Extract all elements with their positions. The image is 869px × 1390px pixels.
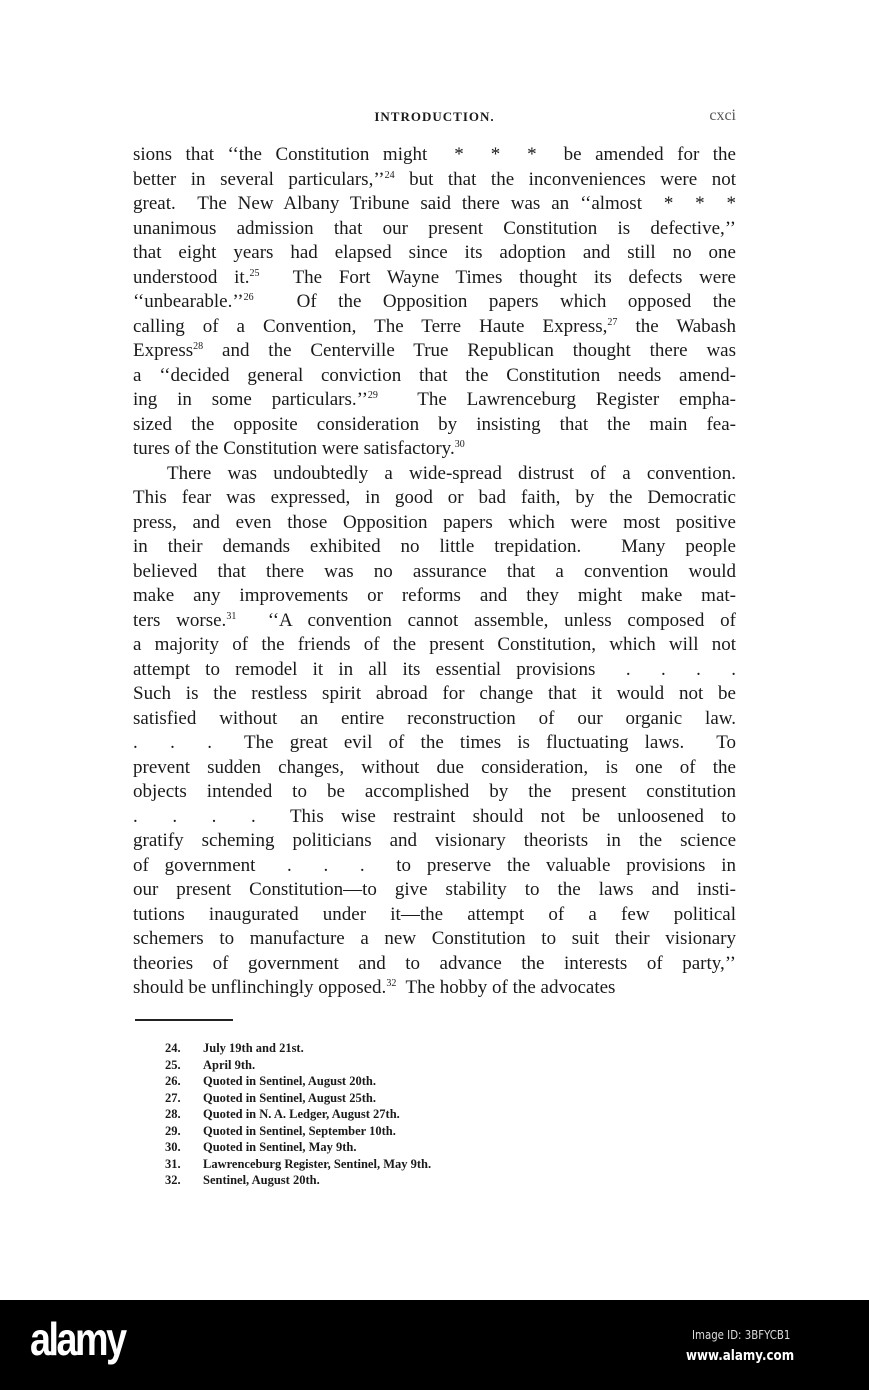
text-line: believed that there was no assurance that a convention would bbox=[133, 560, 736, 582]
running-title: INTRODUCTION. bbox=[374, 109, 495, 124]
text-line: better in several particulars,’’$^{24}$ but that the inconveniences were not bbox=[133, 168, 736, 190]
text-line: ing in some particulars.’’$^{29}$ The Lawrenceburg Register empha- bbox=[133, 389, 736, 410]
text-line: ‘‘unbearable.’’$^{26}$ Of the Opposition papers which opposed the bbox=[133, 291, 736, 312]
footnote-text: Lawrenceburg Register, Sentinel, May 9th. bbox=[203, 1156, 432, 1171]
text-line: make any improvements or reforms and they might make mat- bbox=[133, 585, 736, 606]
footnote-ref: 30 bbox=[454, 439, 465, 450]
footnote-number: 30. bbox=[165, 1140, 181, 1154]
footnote-ref: 26 bbox=[243, 292, 254, 303]
footnote-rule bbox=[135, 1019, 233, 1021]
text-line: tutions inaugurated under it—the attempt of a few political bbox=[133, 903, 736, 925]
text-line: Such is the restless spirit abroad for change that it would not be bbox=[133, 683, 736, 704]
footnote bbox=[165, 1073, 431, 1090]
text-line: satisfied without an entire reconstruction of our organic law. bbox=[133, 707, 736, 729]
text-line: that eight years had elapsed since its adoption and still no one bbox=[133, 242, 736, 263]
text-line: our present Constitution—to give stability to the laws and insti- bbox=[133, 879, 736, 900]
footnote bbox=[165, 1090, 431, 1107]
text-line: . . . The great evil of the times is fluctuating laws. To bbox=[133, 732, 736, 753]
footnote-text: Quoted in Sentinel, September 10th. bbox=[203, 1123, 396, 1138]
footnote-text: Quoted in Sentinel, August 25th. bbox=[203, 1090, 376, 1105]
footnote-ref: 32 bbox=[386, 978, 397, 989]
text-line: sized the opposite consideration by insisting that the main fea- bbox=[133, 413, 736, 435]
footnote-ref: 27 bbox=[607, 316, 618, 328]
page-number: cxci bbox=[709, 107, 736, 124]
text-line: of government . . . to preserve the valuable provisions in bbox=[133, 854, 736, 876]
watermark-bar bbox=[0, 1300, 869, 1390]
text-line: calling of a Convention, The Terre Haute Express,$^{27}$ the Wabash bbox=[133, 315, 736, 337]
footnote-text: Quoted in N. A. Ledger, August 27th. bbox=[203, 1107, 400, 1121]
footnote-text: Sentinel, August 20th. bbox=[203, 1173, 320, 1187]
footnote bbox=[165, 1106, 431, 1123]
text-line: . . . . This wise restraint should not be unloosened to bbox=[133, 805, 736, 827]
text-line: There was undoubtedly a wide-spread distrust of a convention. bbox=[167, 462, 736, 484]
footnote-ref: 29 bbox=[367, 390, 378, 401]
text-line: schemers to manufacture a new Constitution to suit their visionary bbox=[133, 928, 736, 949]
footnote bbox=[165, 1040, 431, 1057]
text-line: This fear was expressed, in good or bad faith, by the Democratic bbox=[133, 487, 736, 508]
text-line: Express$^{28}$ and the Centerville True Republican thought there was bbox=[133, 340, 736, 361]
footnote-number: 26. bbox=[165, 1074, 181, 1088]
text-line: attempt to remodel it in all its essential provisions . . . . bbox=[133, 658, 736, 680]
text-line: gratify scheming politicians and visionary theorists in the science bbox=[133, 830, 736, 851]
footnote bbox=[165, 1156, 431, 1173]
text-line: ters worse.$^{31}$ ‘‘A convention cannot assemble, unless composed of bbox=[133, 609, 737, 631]
alamy-logo: alamy bbox=[30, 1313, 125, 1365]
footnote-ref: 24 bbox=[384, 169, 395, 181]
text-line: a majority of the friends of the present Constitution, which will not bbox=[133, 634, 736, 655]
text-line: should be unflinchingly opposed.$^{32}$ The hobby of the advocates bbox=[133, 977, 616, 998]
text-line: objects intended to be accomplished by the present constitution bbox=[133, 781, 736, 802]
footnote-number: 25. bbox=[165, 1057, 181, 1072]
footnote bbox=[165, 1057, 431, 1074]
footnote bbox=[165, 1123, 431, 1140]
text-line: unanimous admission that our present Constitution is defective,’’ bbox=[133, 217, 736, 239]
text-line: prevent sudden changes, without due consideration, is one of the bbox=[133, 756, 736, 778]
body-text bbox=[133, 143, 736, 1001]
footnote bbox=[165, 1139, 431, 1156]
footnote-text: Quoted in Sentinel, August 20th. bbox=[203, 1074, 376, 1088]
footnote-number: 29. bbox=[165, 1123, 181, 1138]
footnote-number: 27. bbox=[165, 1090, 181, 1105]
footnote-ref: 28 bbox=[193, 341, 204, 352]
footnotes bbox=[165, 1040, 431, 1189]
footnote bbox=[165, 1172, 431, 1189]
text-line: in their demands exhibited no little trepidation. Many people bbox=[133, 536, 736, 557]
text-line: theories of government and to advance the interests of party,’’ bbox=[133, 952, 736, 974]
text-line: great. The New Albany Tribune said there was an ‘‘almost * * * bbox=[133, 193, 736, 214]
footnote-number: 31. bbox=[165, 1156, 181, 1171]
text-line: press, and even those Opposition papers which were most positive bbox=[133, 511, 736, 533]
footnote-number: 28. bbox=[165, 1107, 181, 1121]
footnote-text: Quoted in Sentinel, May 9th. bbox=[203, 1140, 357, 1154]
text-line: sions that ‘‘the Constitution might * * * be amended for the bbox=[133, 144, 736, 165]
text-line: tures of the Constitution were satisfactory.$^{30}$ bbox=[133, 438, 465, 459]
footnote-number: 32. bbox=[165, 1173, 181, 1187]
footnote-text: April 9th. bbox=[203, 1057, 256, 1072]
image-id: Image ID: 3BFYCB1 bbox=[692, 1328, 791, 1342]
footnote-text: July 19th and 21st. bbox=[203, 1041, 304, 1055]
site-url: www.alamy.com bbox=[686, 1348, 795, 1364]
footnote-number: 24. bbox=[165, 1041, 181, 1055]
footnote-ref: 25 bbox=[249, 267, 260, 279]
text-line: a ‘‘decided general conviction that the Constitution needs amend- bbox=[133, 364, 736, 386]
text-line: understood it.$^{25}$ The Fort Wayne Times thought its defects were bbox=[133, 266, 736, 288]
footnote-ref: 31 bbox=[226, 610, 237, 622]
